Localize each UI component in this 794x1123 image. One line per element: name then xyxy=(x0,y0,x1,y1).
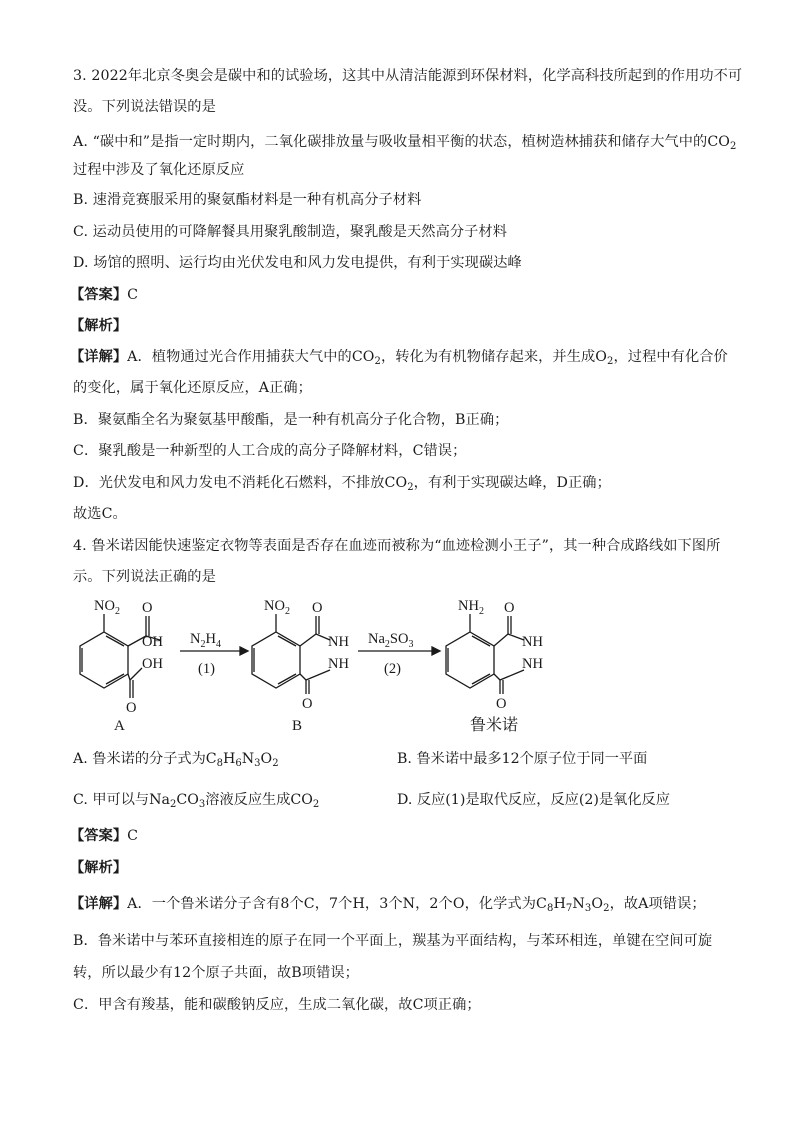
q4-stem-line2: 示。下列说法正确的是 xyxy=(73,569,216,585)
step-2-label: (2) xyxy=(384,661,401,677)
molecule-b-structure xyxy=(252,614,330,694)
q3-answer: 【答案】C xyxy=(70,287,139,303)
b-no2-group: $NO_2$ xyxy=(264,598,290,617)
q4-option-a: A. 鲁米诺的分子式为$C_8H_6N_3O_2$ xyxy=(73,751,279,769)
reagent-2: $Na_2SO_3$ xyxy=(368,631,414,650)
q4-option-b: B. 鲁米诺中最多12个原子位于同一平面 xyxy=(397,751,648,767)
q4-explanation-line4: C．甲含有羧基，能和碳酸钠反应，生成二氧化碳，故C项正确； xyxy=(73,997,481,1013)
b-carbonyl-top-o: O xyxy=(312,600,323,616)
q3-option-d: D. 场馆的照明、运行均由光伏发电和风力发电提供，有利于实现碳达峰 xyxy=(73,255,522,271)
q3-stem-line1: 3. 2022年北京冬奥会是碳中和的试验场，这其中从清洁能源到环保材料，化学高科技所起到的作用功不可 xyxy=(73,68,743,84)
luminol-nh-top: NH xyxy=(522,634,543,650)
q3-option-b: B. 速滑竞赛服采用的聚氨酯材料是一种有机高分子材料 xyxy=(73,192,422,208)
q3-explanation-line3: B．聚氨酯全名为聚氨基甲酸酯，是一种有机高分子化合物，B正确； xyxy=(73,412,509,428)
q3-explanation-line4: C．聚乳酸是一种新型的人工合成的高分子降解材料，C错误； xyxy=(73,443,467,459)
a-cooh-top-o: O xyxy=(142,600,153,616)
a-no2-group: $NO_2$ xyxy=(94,598,120,617)
a-cooh-bottom-oh: OH xyxy=(142,656,163,672)
a-cooh-top-oh: OH xyxy=(142,634,163,650)
luminol-structure xyxy=(446,614,524,694)
compound-label-luminol: 鲁米诺 xyxy=(470,717,519,734)
luminol-nh2-group: $NH_2$ xyxy=(458,598,484,617)
q4-option-c: C. 甲可以与$Na_2CO_3$溶液反应生成$CO_2$ xyxy=(73,792,320,810)
b-nh-bottom: NH xyxy=(328,656,349,672)
compound-label-b: B xyxy=(292,718,303,734)
q3-analysis-tag: 【解析】 xyxy=(70,318,128,334)
reaction-scheme xyxy=(0,588,794,758)
q3-stem-line2: 没。下列说法错误的是 xyxy=(73,99,216,115)
reagent-1: $N_2H_4$ xyxy=(190,631,221,650)
q3-option-a-line1: A. “碳中和”是指一定时期内，二氧化碳排放量与吸收量相平衡的状态，植树造林捕获和储存大气中的$CO_2$ xyxy=(73,134,737,152)
compound-label-a: A xyxy=(114,718,125,734)
q4-option-d: D. 反应(1)是取代反应，反应(2)是氧化反应 xyxy=(397,792,670,808)
q4-explanation-line2: B．鲁米诺中与苯环直接相连的原子在同一个平面上，羰基为平面结构，与苯环相连，单键在空间可旋 xyxy=(73,933,713,949)
q4-explanation-line3: 转，所以最少有12个原子共面，故B项错误； xyxy=(73,965,359,981)
q4-analysis-tag: 【解析】 xyxy=(70,860,128,876)
q4-stem-line1: 4. 鲁米诺因能快速鉴定衣物等表面是否存在血迹而被称为“血迹检测小王子”，其一种合成路线如下图所 xyxy=(73,538,721,554)
q3-conclusion: 故选C。 xyxy=(73,506,127,522)
q3-explanation-line1: 【详解】A．植物通过光合作用捕获大气中的$CO_2$，转化为有机物储存起来，并生成$O_2$，过程中有化合价 xyxy=(70,349,728,367)
q3-option-c: C. 运动员使用的可降解餐具用聚乳酸制造，聚乳酸是天然高分子材料 xyxy=(73,224,508,240)
q3-explanation-line2: 的变化，属于氧化还原反应，A正确； xyxy=(73,380,312,396)
q4-answer: 【答案】C xyxy=(70,828,139,844)
step-1-label: (1) xyxy=(198,661,215,677)
luminol-carbonyl-bottom-o: O xyxy=(496,696,507,712)
a-cooh-bottom-o: O xyxy=(126,700,137,716)
luminol-carbonyl-top-o: O xyxy=(504,600,515,616)
b-carbonyl-bottom-o: O xyxy=(302,696,313,712)
q3-explanation-line5: D．光伏发电和风力发电不消耗化石燃料，不排放$CO_2$，有利于实现碳达峰，D正确； xyxy=(73,475,611,493)
b-nh-top: NH xyxy=(328,634,349,650)
q3-option-a-line2: 过程中涉及了氧化还原反应 xyxy=(73,162,245,178)
luminol-nh-bottom: NH xyxy=(522,656,543,672)
q4-explanation-line1: 【详解】A．一个鲁米诺分子含有8个C，7个H，3个N，2个O，化学式为$C_8H_7N_3O_2$，故A项错误； xyxy=(70,896,706,914)
